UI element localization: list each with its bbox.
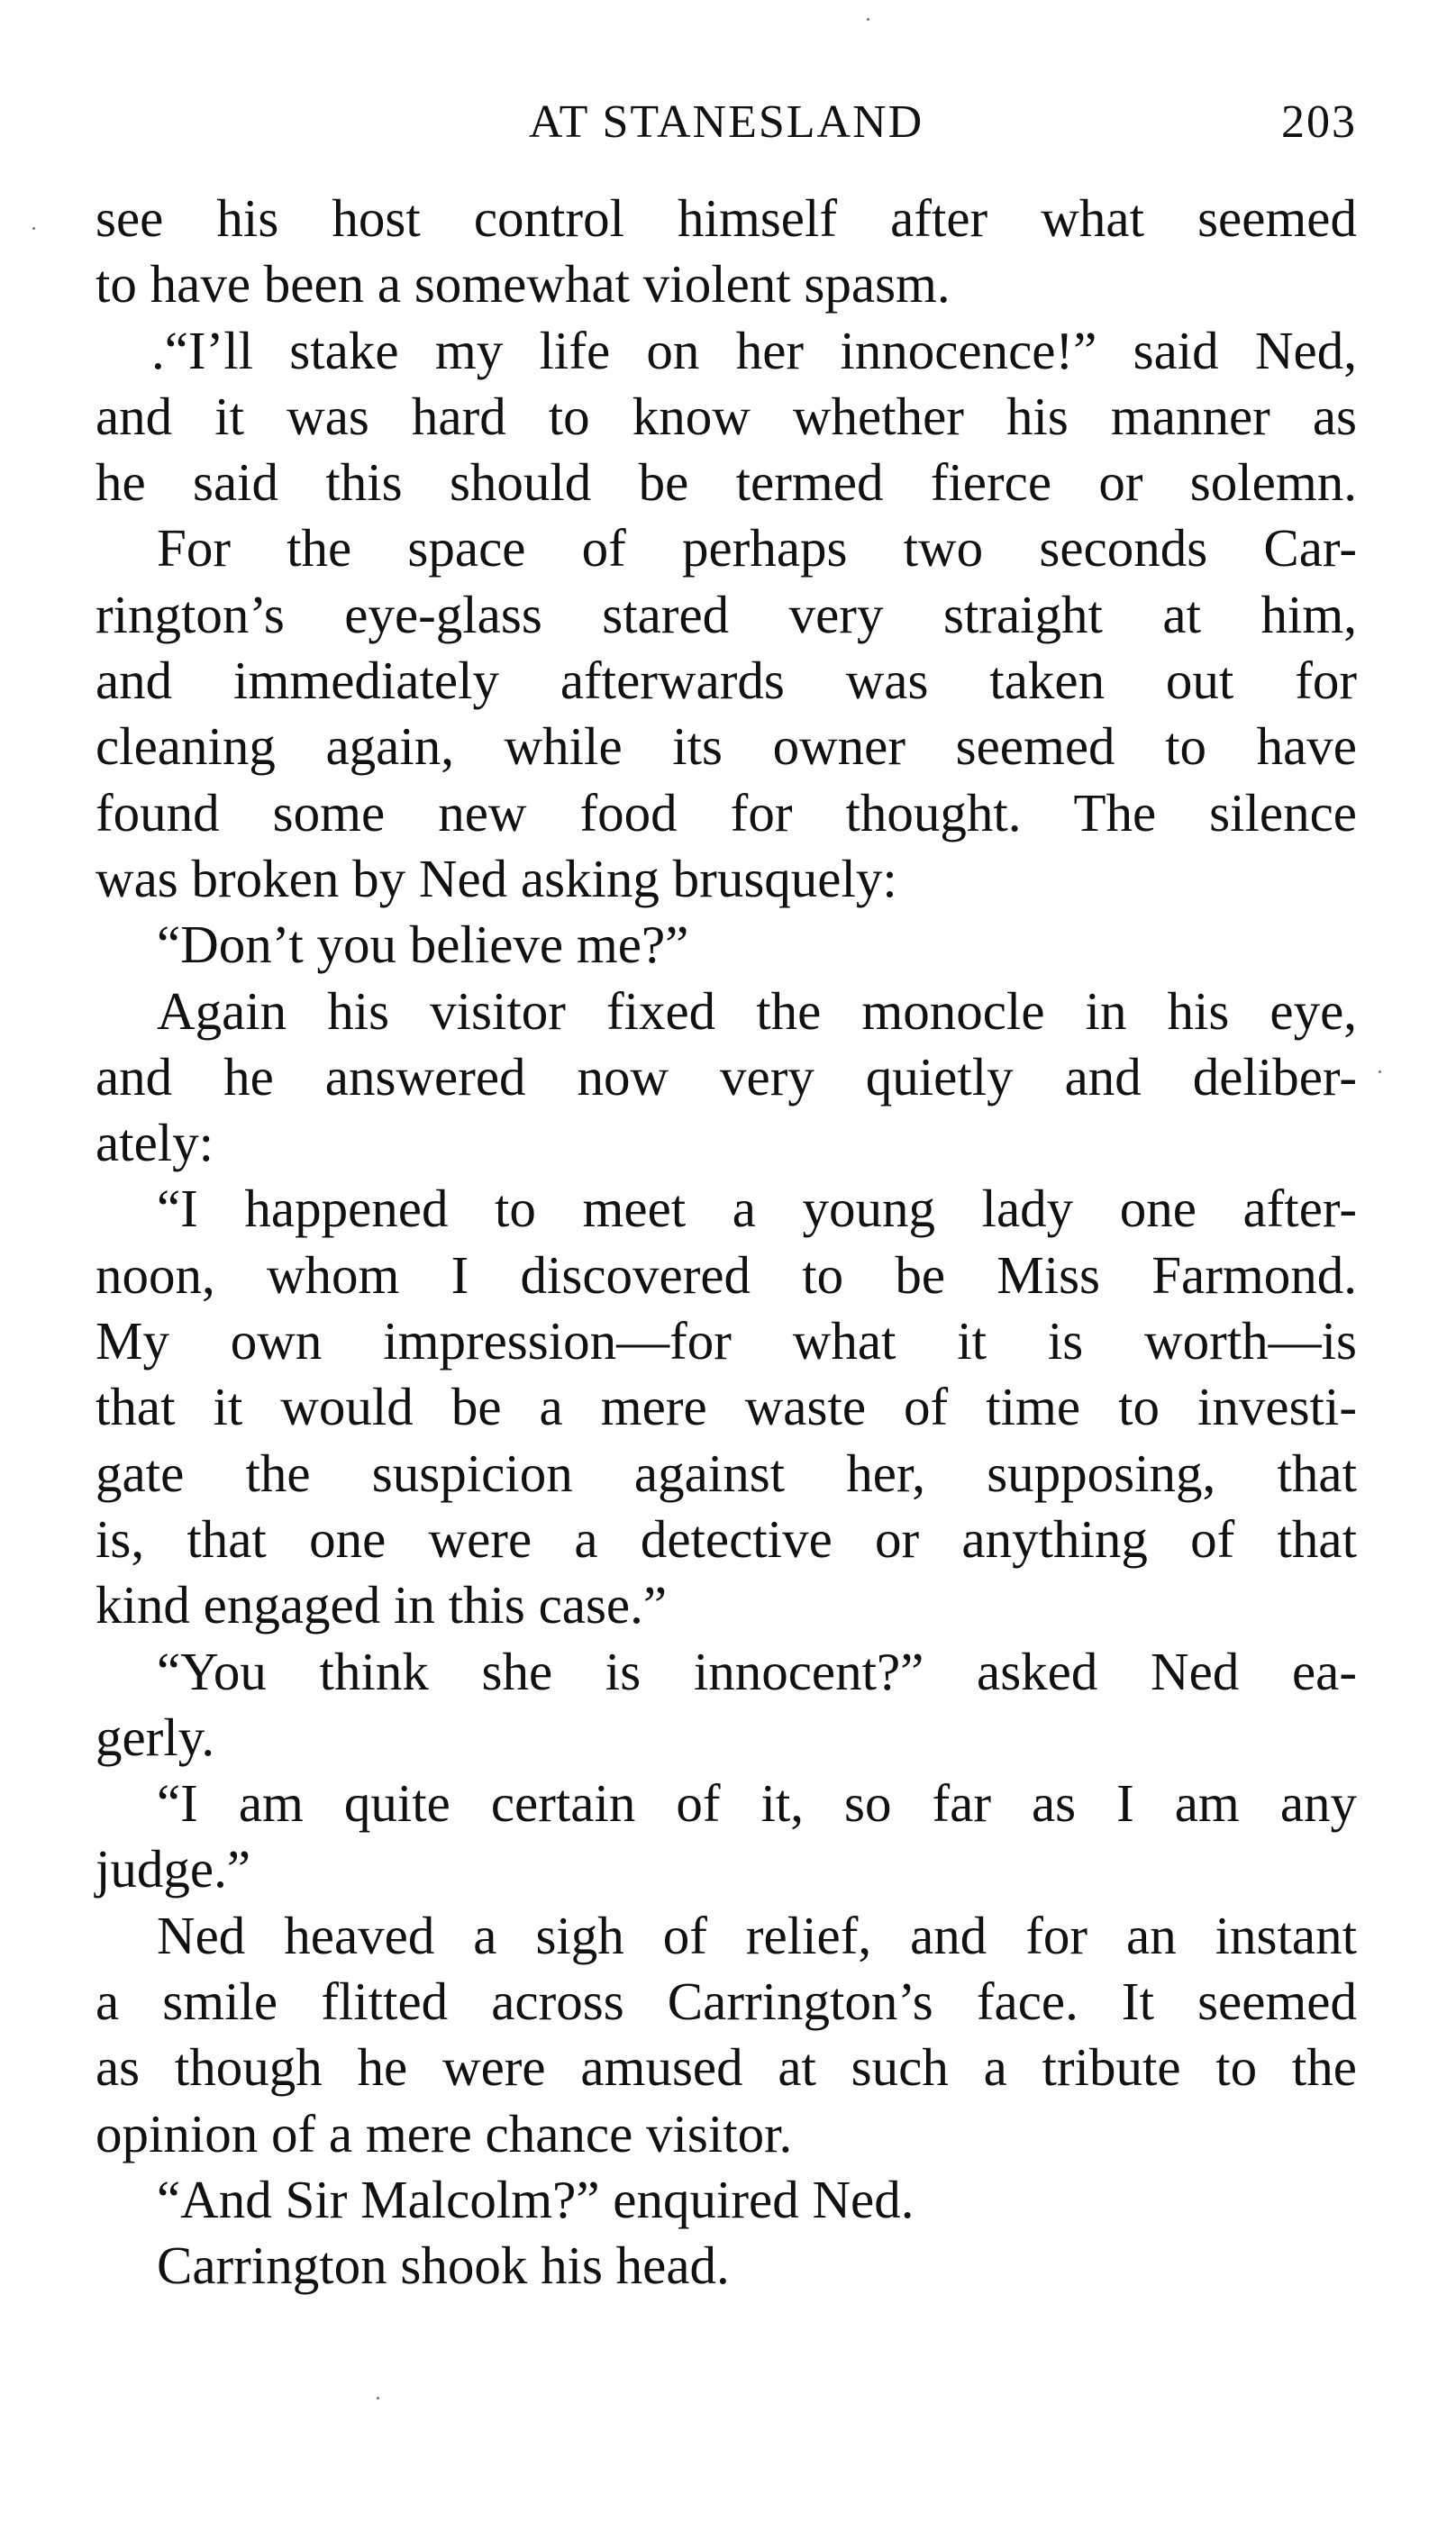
text-line: see his host control himself after what seemed: [96, 188, 1357, 248]
text-line: was broken by Ned asking brusquely:: [96, 848, 897, 908]
text-line: “Don’t you believe me?”: [157, 915, 689, 975]
text-line: “I am quite certain of it, so far as I am any: [157, 1773, 1357, 1834]
text-line: as though he were amused at such a tribute to the: [96, 2037, 1357, 2098]
text-line: My own impression—for what it is worth—is: [96, 1311, 1357, 1371]
text-line: kind engaged in this case.”: [96, 1575, 668, 1635]
text-line: Again his visitor fixed the monocle in his eye,: [157, 980, 1357, 1041]
text-line: opinion of a mere chance visitor.: [96, 2103, 793, 2163]
text-line: gate the suspicion against her, supposing, that: [96, 1443, 1357, 1503]
text-line: Ned heaved a sigh of relief, and for an instant: [157, 1905, 1357, 1965]
page-number: 203: [1281, 96, 1357, 148]
text-line: and immediately afterwards was taken out for: [96, 651, 1357, 711]
text-line: “You think she is innocent?” asked Ned ea-: [157, 1641, 1357, 1701]
paper-speck: [867, 18, 869, 21]
text-line: ately:: [96, 1113, 214, 1173]
text-line: gerly.: [96, 1707, 215, 1767]
running-title: AT STANESLAND: [528, 96, 924, 148]
text-line: and he answered now very quietly and deliber-: [96, 1046, 1357, 1107]
text-line: noon, whom I discovered to be Miss Farmond.: [96, 1244, 1357, 1305]
paper-speck: [377, 2397, 379, 2400]
text-line: “And Sir Malcolm?” enquired Ned.: [157, 2169, 915, 2229]
paper-speck: [1379, 1070, 1381, 1073]
text-line: judge.”: [96, 1839, 251, 1899]
text-line: is, that one were a detective or anything of that: [96, 1508, 1357, 1569]
text-line: cleaning again, while its owner seemed to have: [96, 716, 1357, 777]
text-line: rington’s eye-glass stared very straight at him,: [96, 584, 1357, 644]
text-line: that it would be a mere waste of time to investi-: [96, 1377, 1357, 1437]
text-line: and it was hard to know whether his manner as: [96, 386, 1357, 446]
text-line: he said this should be termed fierce or solemn.: [96, 452, 1357, 513]
text-line: a smile flitted across Carrington’s face. It seemed: [96, 1972, 1357, 2032]
text-line: For the space of perhaps two seconds Car-: [157, 518, 1357, 578]
text-line: found some new food for thought. The silence: [96, 782, 1357, 842]
body-text: [96, 186, 1357, 2300]
running-head: [96, 87, 1357, 159]
text-line: .“I’ll stake my life on her innocence!” said Ned,: [151, 320, 1357, 380]
text-line: “I happened to meet a young lady one after-: [157, 1179, 1357, 1239]
paper-speck: [32, 227, 35, 230]
text-line: Carrington shook his head.: [157, 2236, 730, 2296]
text-line: to have been a somewhat violent spasm.: [96, 254, 951, 314]
